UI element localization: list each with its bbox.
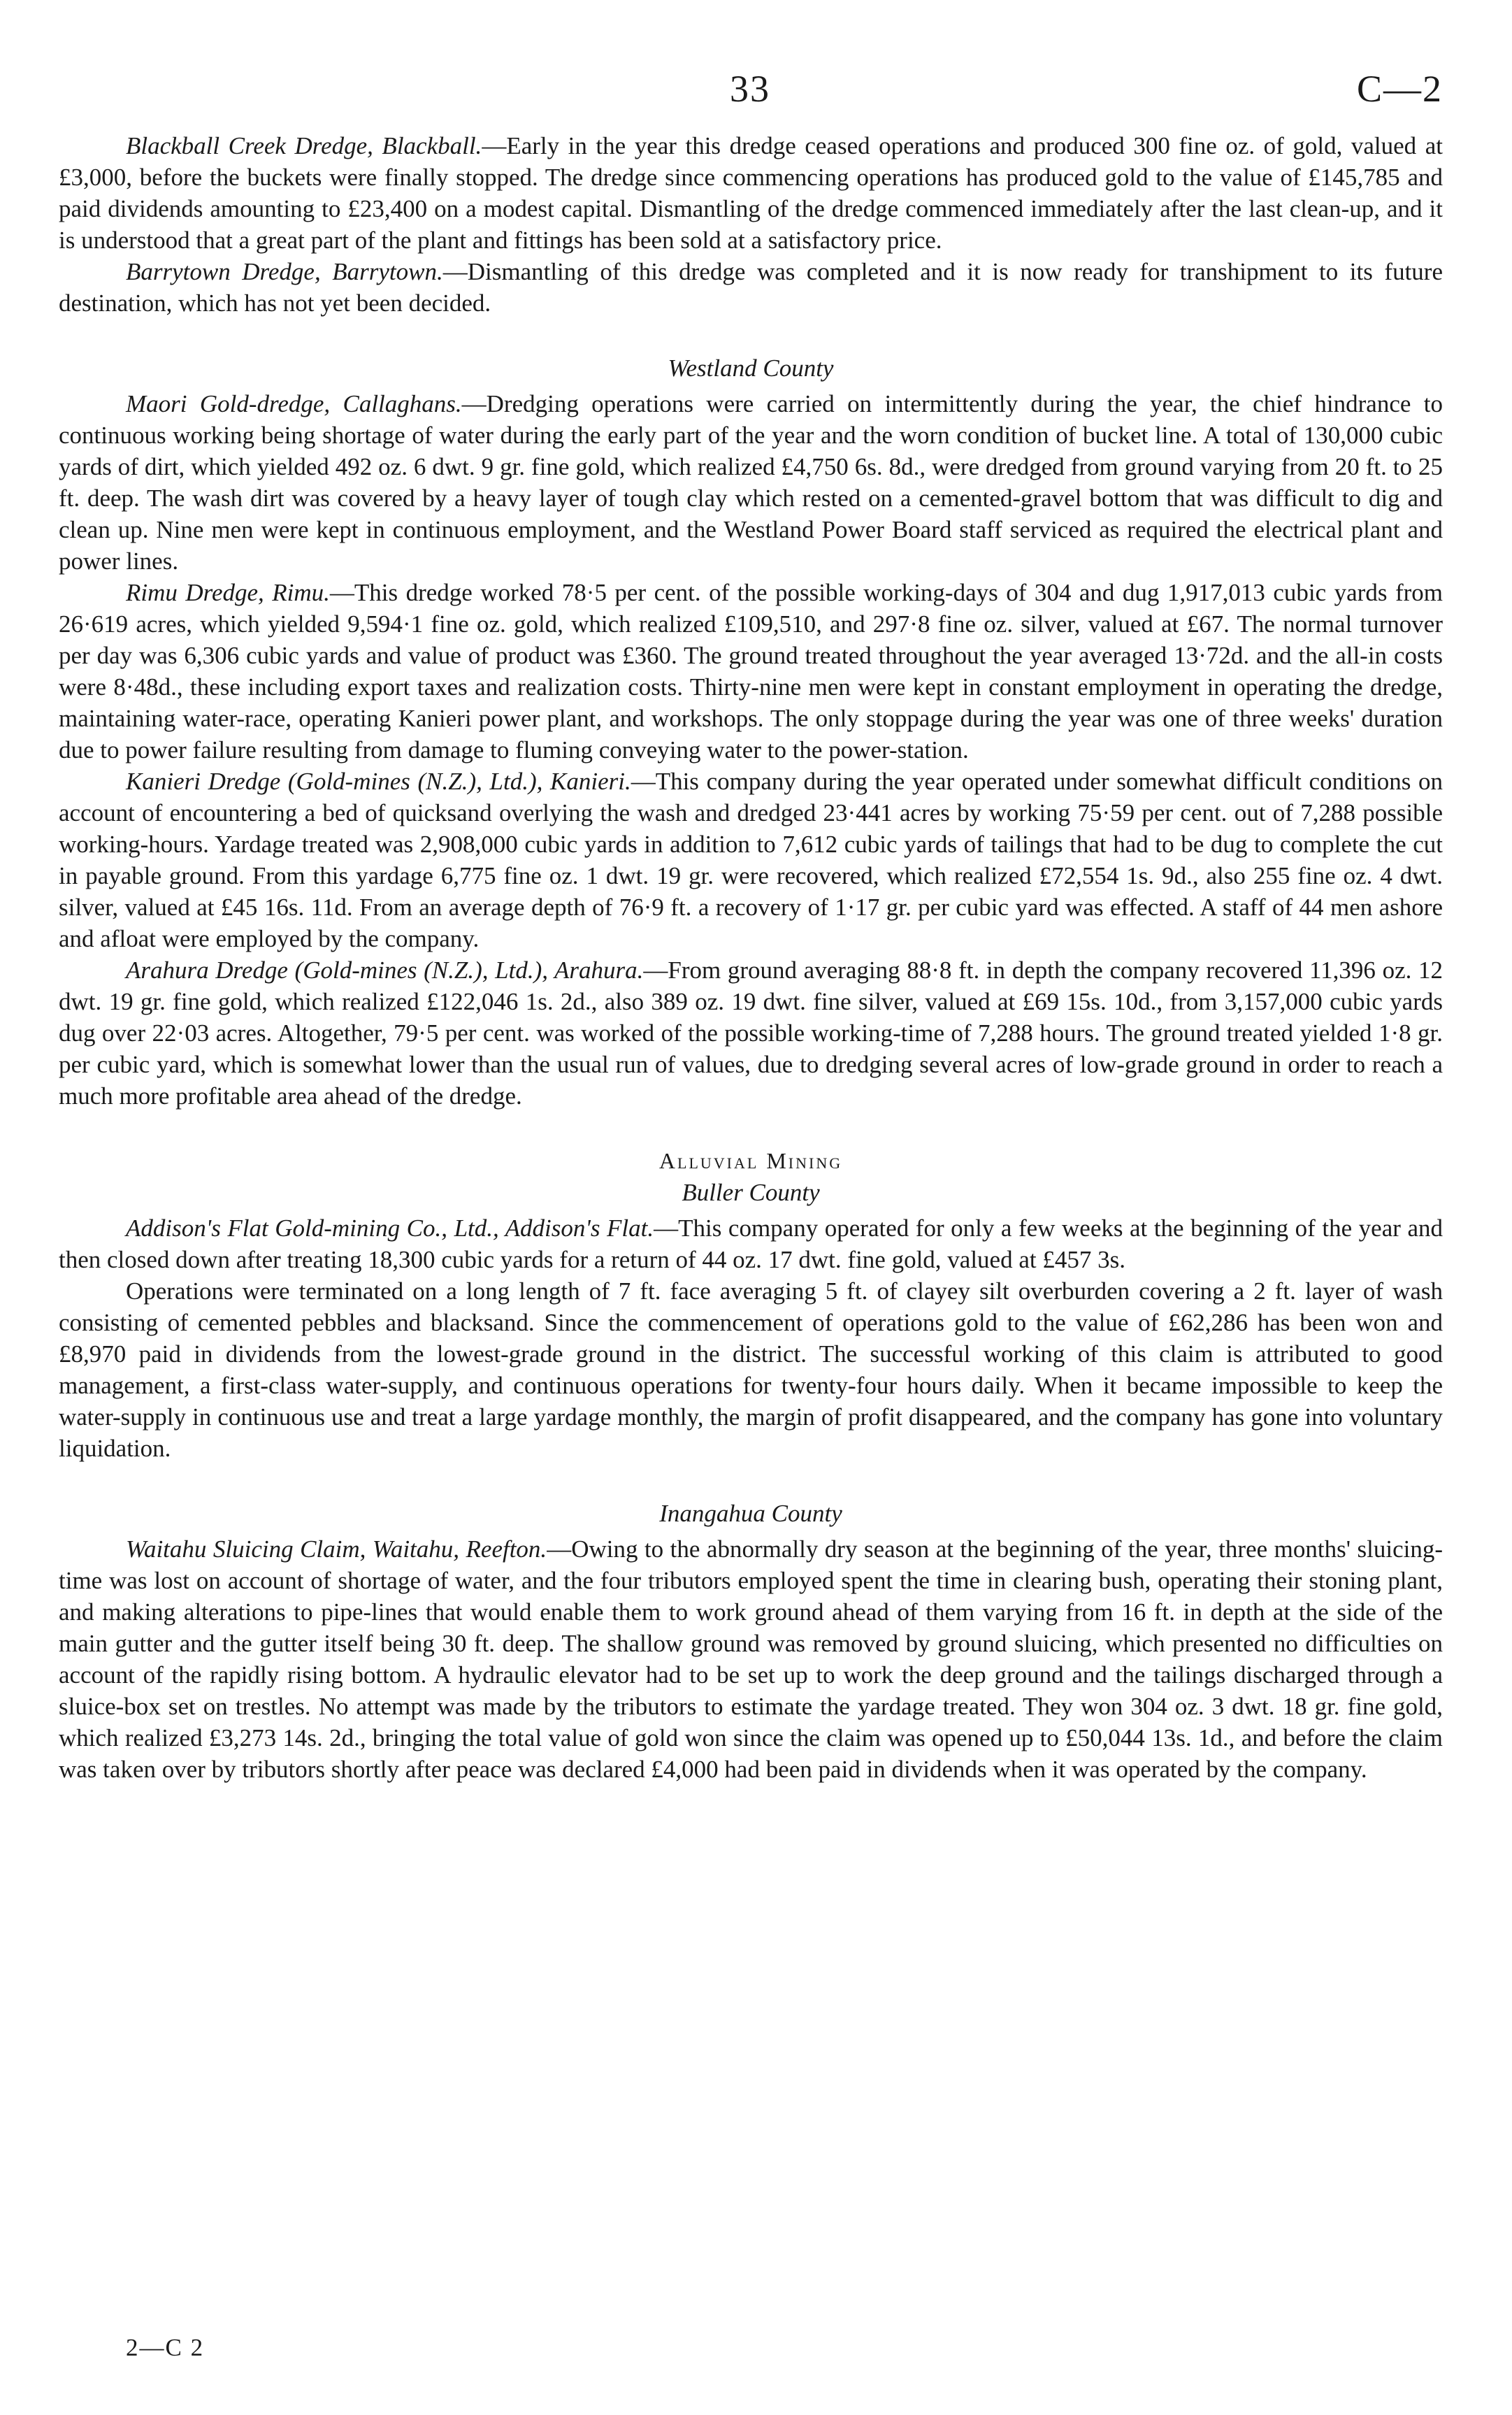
document-reference: C—2 bbox=[1356, 68, 1443, 110]
paragraph-lead: Barrytown Dredge, Barrytown. bbox=[126, 258, 443, 285]
paragraph-lead: Arahura Dredge (Gold-mines (N.Z.), Ltd.), Arahura. bbox=[126, 956, 644, 984]
heading-westland-county: Westland County bbox=[668, 354, 834, 382]
document-page bbox=[59, 67, 1443, 1785]
paragraph-lead: Maori Gold-dredge, Callaghans. bbox=[126, 390, 462, 417]
paragraph-waitahu-sluicing-claim bbox=[59, 1533, 1443, 1785]
page-number: 33 bbox=[730, 68, 770, 110]
paragraph-lead: Addison's Flat Gold-mining Co., Ltd., Addison's Flat. bbox=[126, 1214, 654, 1242]
heading-alluvial-mining: Alluvial Mining bbox=[658, 1148, 843, 1173]
paragraph-lead: Waitahu Sluicing Claim, Waitahu, Reefton. bbox=[126, 1535, 547, 1563]
paragraph-kanieri-dredge bbox=[59, 766, 1443, 954]
paragraph-text: —Owing to the abnormally dry season at the beginning of the year, three months' sluicing-time was lost on account of shortage of water, and the four tributors employed spent the time in clearing bush, operating their stoning plant, and making alterations to pipe-lines that would enable them to work ground ahead of them varying from 16 ft. in depth at the side of the main gutter and the gutter itself being 30 ft. deep. The shallow ground was removed by ground sluicing, which presented no difficulties on account of the rapidly rising bottom. A hydraulic elevator had to be set up to work the deep ground and the tailings discharged through a sluice-box set on trestles. No attempt was made by the tributors to estimate the yardage treated. They won 304 oz. 3 dwt. 18 gr. fine gold, which realized £3,273 14s. 2d., bringing the total value of gold won since the claim was opened up to £50,044 13s. 1d., and before the claim was taken over by tributors shortly after peace was declared £4,000 had been paid in dividends when it was operated by the company. bbox=[59, 1535, 1443, 1783]
paragraph-text: —Early in the year this dredge ceased operations and produced 300 fine oz. of gold, valued at £3,000, before the buckets were finally stopped. The dredge since commencing operations has produced gold to the value of £145,785 and paid dividends amounting to £23,400 on a modest capital. Dismantling of the dredge commenced immediately after the last clean-up, and it is understood that a great part of the plant and fittings has been sold at a satisfactory price. bbox=[59, 132, 1443, 254]
heading-buller-county: Buller County bbox=[682, 1179, 820, 1206]
paragraph-arahura-dredge bbox=[59, 954, 1443, 1112]
printer-signature: 2—C 2 bbox=[126, 2334, 205, 2361]
paragraph-blackball-dredge bbox=[59, 130, 1443, 256]
paragraph-lead: Rimu Dredge, Rimu. bbox=[126, 579, 330, 606]
paragraph-maori-gold-dredge bbox=[59, 388, 1443, 577]
page-header bbox=[59, 67, 1443, 130]
paragraph-text: —This company operated for only a few weeks at the beginning of the year and then closed down after treating 18,300 cubic yards for a return of 44 oz. 17 dwt. fine gold, valued at £457 3s. bbox=[59, 1214, 1443, 1273]
paragraph-lead: Blackball Creek Dredge, Blackball. bbox=[126, 132, 482, 159]
paragraph-addisons-flat bbox=[59, 1212, 1443, 1275]
paragraph-barrytown-dredge bbox=[59, 256, 1443, 319]
paragraph-text: —This dredge worked 78·5 per cent. of the possible working-days of 304 and dug 1,917,013 cubic yards from 26·619 acres, which yielded 9,594·1 fine oz. gold, which realized £109,510, and 297·8 fine oz. silver, valued at £67. The normal turnover per day was 6,306 cubic yards and value of product was £360. The ground treated throughout the year averaged 13·72d. and the all-in costs were 8·48d., these including export taxes and realization costs. Thirty-nine men were kept in constant employment in operating the dredge, maintaining water-race, operating Kanieri power plant, and workshops. The only stoppage during the year was one of three weeks' duration due to power failure resulting from damage to fluming conveying water to the power-station. bbox=[59, 579, 1443, 764]
paragraph-text: —From ground averaging 88·8 ft. in depth the company recovered 11,396 oz. 12 dwt. 19 gr. fine gold, which realized £122,046 1s. 2d., also 389 oz. 19 dwt. fine silver, valued at £69 15s. 10d., from 3,157,000 cubic yards dug over 22·03 acres. Altogether, 79·5 per cent. was worked of the possible working-time of 7,288 hours. The ground treated yielded 1·8 gr. per cubic yard, which is somewhat lower than the usual run of values, due to dredging several acres of low-grade ground in order to reach a much more profitable area ahead of the dredge. bbox=[59, 956, 1443, 1110]
paragraph-text: —This company during the year operated under somewhat difficult conditions on account of encountering a bed of quicksand overlying the wash and dredged 23·441 acres by working 75·59 per cent. out of 7,288 possible working-hours. Yardage treated was 2,908,000 cubic yards in addition to 7,612 cubic yards of tailings that had to be dug to complete the cut in payable ground. From this yardage 6,775 fine oz. 1 dwt. 19 gr. were recovered, which realized £72,554 1s. 9d., also 255 fine oz. 4 dwt. silver, valued at £45 16s. 11d. From an average depth of 76·9 ft. a recovery of 1·17 gr. per cubic yard was effected. A staff of 44 men ashore and afloat were employed by the company. bbox=[59, 768, 1443, 952]
heading-inangahua-county: Inangahua County bbox=[659, 1500, 842, 1527]
paragraph-addisons-operations: Operations were terminated on a long length of 7 ft. face averaging 5 ft. of clayey silt overburden covering a 2 ft. layer of wash consisting of cemented pebbles and blacksand. Since the commencement of operations gold to the value of £62,286 has been won and £8,970 paid in dividends from the lowest-grade ground in the district. The successful working of this claim is attributed to good management, a first-class water-supply, and continuous operations for twenty-four hours daily. When it became impossible to keep the water-supply in continuous use and treat a large yardage monthly, the margin of profit disappeared, and the company has gone into voluntary liquidation. bbox=[59, 1277, 1443, 1462]
paragraph-text: —Dismantling of this dredge was completed and it is now ready for transhipment to its future destination, which has not yet been decided. bbox=[59, 258, 1443, 317]
paragraph-rimu-dredge bbox=[59, 577, 1443, 766]
paragraph-text: —Dredging operations were carried on intermittently during the year, the chief hindrance to continuous working being shortage of water during the early part of the year and the worn condition of bucket line. A total of 130,000 cubic yards of dirt, which yielded 492 oz. 6 dwt. 9 gr. fine gold, which realized £4,750 6s. 8d., were dredged from ground varying from 20 ft. to 25 ft. deep. The wash dirt was covered by a heavy layer of tough clay which rested on a cemented-gravel bottom that was difficult to dig and clean up. Nine men were kept in continuous employment, and the Westland Power Board staff serviced as required the electrical plant and power lines. bbox=[59, 390, 1443, 575]
paragraph-lead: Kanieri Dredge (Gold-mines (N.Z.), Ltd.), Kanieri. bbox=[126, 768, 631, 795]
